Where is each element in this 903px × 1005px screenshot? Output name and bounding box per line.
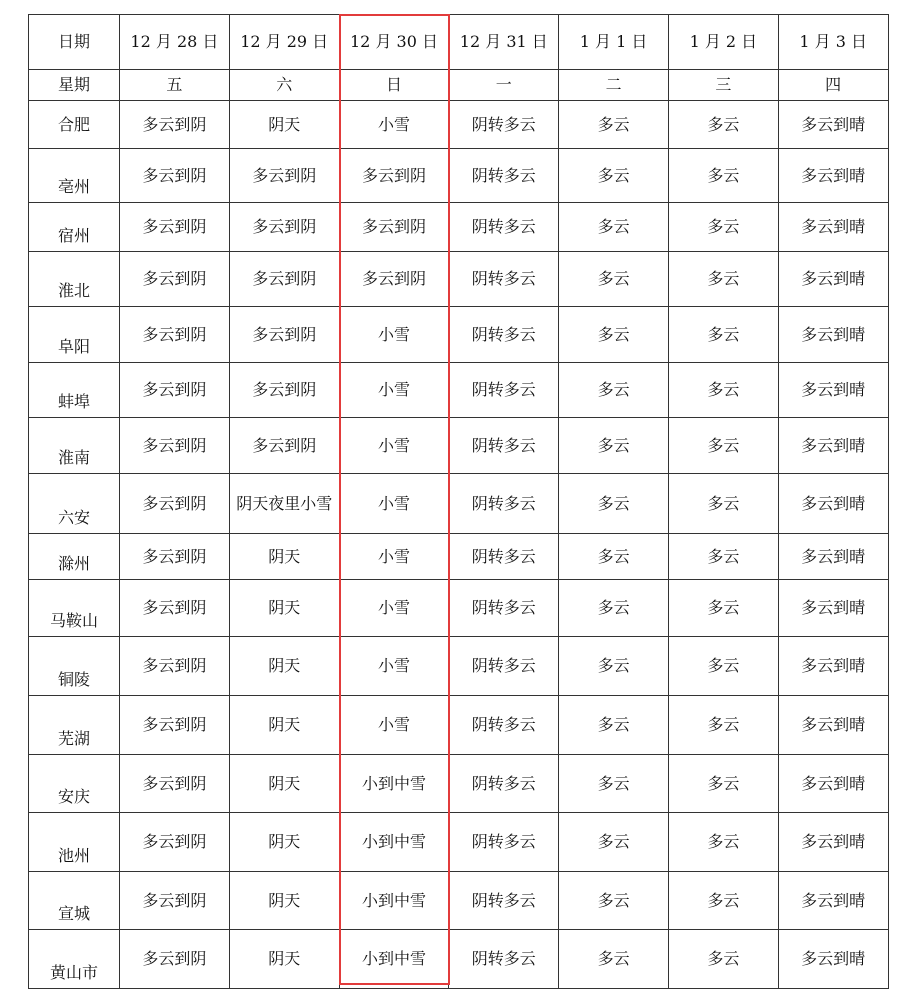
forecast-cell: 多云 xyxy=(559,149,669,203)
forecast-cell: 阴转多云 xyxy=(449,149,559,203)
forecast-cell: 阴天 xyxy=(229,101,339,149)
date-cell: 12 月 29 日 xyxy=(229,15,339,70)
forecast-cell: 小雪 xyxy=(339,307,449,363)
forecast-cell: 多云 xyxy=(668,149,778,203)
forecast-cell: 阴转多云 xyxy=(449,872,559,930)
forecast-cell: 多云 xyxy=(559,203,669,252)
forecast-cell: 阴天 xyxy=(229,813,339,872)
weekday-cell: 日 xyxy=(339,70,449,101)
city-name-cell: 六安 xyxy=(29,474,120,534)
weekday-cell: 四 xyxy=(778,70,888,101)
forecast-cell: 小雪 xyxy=(339,637,449,696)
city-name-cell: 宣城 xyxy=(29,872,120,930)
forecast-cell: 小雪 xyxy=(339,534,449,580)
forecast-cell: 多云到晴 xyxy=(778,813,888,872)
forecast-cell: 多云到晴 xyxy=(778,252,888,307)
weekday-header-row xyxy=(29,70,889,101)
forecast-cell: 多云到阴 xyxy=(339,252,449,307)
forecast-cell: 多云到晴 xyxy=(778,307,888,363)
forecast-cell: 多云 xyxy=(668,101,778,149)
city-row xyxy=(29,930,889,989)
forecast-cell: 小雪 xyxy=(339,363,449,418)
forecast-cell: 阴转多云 xyxy=(449,252,559,307)
forecast-cell: 多云到阴 xyxy=(120,930,230,989)
city-row xyxy=(29,534,889,580)
forecast-cell: 多云 xyxy=(559,252,669,307)
forecast-cell: 小雪 xyxy=(339,696,449,755)
forecast-cell: 阴转多云 xyxy=(449,813,559,872)
forecast-cell: 阴天夜里小雪 xyxy=(229,474,339,534)
forecast-cell: 多云 xyxy=(668,637,778,696)
forecast-cell: 小雪 xyxy=(339,101,449,149)
city-row xyxy=(29,474,889,534)
city-row xyxy=(29,696,889,755)
city-row xyxy=(29,755,889,813)
forecast-cell: 阴天 xyxy=(229,755,339,813)
forecast-cell: 多云 xyxy=(668,252,778,307)
forecast-cell: 阴转多云 xyxy=(449,363,559,418)
forecast-cell: 多云到晴 xyxy=(778,580,888,637)
city-name-cell: 铜陵 xyxy=(29,637,120,696)
date-cell: 12 月 30 日 xyxy=(339,15,449,70)
city-row xyxy=(29,307,889,363)
forecast-cell: 阴天 xyxy=(229,872,339,930)
city-name-cell: 合肥 xyxy=(29,101,120,149)
forecast-cell: 多云 xyxy=(668,534,778,580)
forecast-cell: 阴转多云 xyxy=(449,418,559,474)
forecast-cell: 多云到晴 xyxy=(778,418,888,474)
weekday-cell: 二 xyxy=(559,70,669,101)
forecast-cell: 多云到阴 xyxy=(339,149,449,203)
forecast-cell: 阴天 xyxy=(229,534,339,580)
weekday-label-cell: 星期 xyxy=(29,70,120,101)
forecast-cell: 多云 xyxy=(559,813,669,872)
forecast-cell: 多云到阴 xyxy=(339,203,449,252)
forecast-cell: 阴转多云 xyxy=(449,930,559,989)
city-name-cell: 黄山市 xyxy=(29,930,120,989)
forecast-cell: 多云 xyxy=(668,307,778,363)
city-row xyxy=(29,252,889,307)
forecast-cell: 多云到阴 xyxy=(120,580,230,637)
city-name-cell: 池州 xyxy=(29,813,120,872)
forecast-cell: 阴天 xyxy=(229,580,339,637)
forecast-cell: 多云到阴 xyxy=(120,252,230,307)
forecast-cell: 多云 xyxy=(668,474,778,534)
weekday-cell: 六 xyxy=(229,70,339,101)
forecast-cell: 小雪 xyxy=(339,418,449,474)
forecast-cell: 阴转多云 xyxy=(449,474,559,534)
forecast-cell: 多云到阴 xyxy=(229,307,339,363)
forecast-cell: 多云到阴 xyxy=(120,307,230,363)
forecast-cell: 多云到阴 xyxy=(229,149,339,203)
forecast-cell: 多云 xyxy=(559,580,669,637)
forecast-cell: 多云到晴 xyxy=(778,363,888,418)
forecast-cell: 多云到晴 xyxy=(778,930,888,989)
forecast-cell: 多云到阴 xyxy=(229,363,339,418)
date-cell: 12 月 28 日 xyxy=(120,15,230,70)
city-row xyxy=(29,203,889,252)
forecast-cell: 多云到阴 xyxy=(120,872,230,930)
forecast-cell: 多云到晴 xyxy=(778,203,888,252)
city-name-cell: 安庆 xyxy=(29,755,120,813)
forecast-cell: 多云 xyxy=(668,930,778,989)
forecast-cell: 多云 xyxy=(559,307,669,363)
forecast-cell: 阴转多云 xyxy=(449,696,559,755)
forecast-cell: 多云 xyxy=(668,203,778,252)
forecast-cell: 多云到阴 xyxy=(120,418,230,474)
forecast-cell: 小雪 xyxy=(339,474,449,534)
date-cell: 1 月 1 日 xyxy=(559,15,669,70)
forecast-cell: 小到中雪 xyxy=(339,872,449,930)
forecast-cell: 阴转多云 xyxy=(449,101,559,149)
city-row xyxy=(29,363,889,418)
forecast-cell: 多云 xyxy=(559,474,669,534)
forecast-cell: 多云到晴 xyxy=(778,637,888,696)
forecast-cell: 阴转多云 xyxy=(449,203,559,252)
forecast-cell: 多云到阴 xyxy=(229,418,339,474)
city-row xyxy=(29,813,889,872)
forecast-cell: 多云到阴 xyxy=(120,149,230,203)
date-cell: 1 月 2 日 xyxy=(668,15,778,70)
forecast-cell: 阴转多云 xyxy=(449,307,559,363)
forecast-cell: 阴转多云 xyxy=(449,534,559,580)
city-name-cell: 芜湖 xyxy=(29,696,120,755)
forecast-cell: 多云到晴 xyxy=(778,101,888,149)
forecast-cell: 多云到晴 xyxy=(778,755,888,813)
forecast-cell: 多云 xyxy=(559,363,669,418)
forecast-cell: 多云到晴 xyxy=(778,534,888,580)
city-name-cell: 蚌埠 xyxy=(29,363,120,418)
forecast-cell: 小雪 xyxy=(339,580,449,637)
city-name-cell: 阜阳 xyxy=(29,307,120,363)
forecast-cell: 多云到阴 xyxy=(120,203,230,252)
weekday-cell: 一 xyxy=(449,70,559,101)
forecast-cell: 多云到阴 xyxy=(120,474,230,534)
forecast-cell: 多云 xyxy=(559,930,669,989)
forecast-cell: 多云 xyxy=(559,696,669,755)
forecast-cell: 多云到阴 xyxy=(229,203,339,252)
forecast-cell: 小到中雪 xyxy=(339,755,449,813)
forecast-cell: 多云到晴 xyxy=(778,872,888,930)
city-name-cell: 滁州 xyxy=(29,534,120,580)
forecast-cell: 多云到晴 xyxy=(778,474,888,534)
city-row xyxy=(29,637,889,696)
forecast-cell: 多云 xyxy=(559,637,669,696)
forecast-cell: 多云到阴 xyxy=(120,363,230,418)
forecast-cell: 多云到阴 xyxy=(120,755,230,813)
forecast-cell: 阴天 xyxy=(229,696,339,755)
date-label-cell: 日期 xyxy=(29,15,120,70)
forecast-cell: 阴天 xyxy=(229,930,339,989)
forecast-cell: 小到中雪 xyxy=(339,813,449,872)
forecast-cell: 多云 xyxy=(668,580,778,637)
city-name-cell: 宿州 xyxy=(29,203,120,252)
forecast-cell: 多云到阴 xyxy=(120,813,230,872)
date-cell: 1 月 3 日 xyxy=(778,15,888,70)
forecast-cell: 多云到阴 xyxy=(120,637,230,696)
forecast-cell: 多云 xyxy=(559,872,669,930)
forecast-cell: 多云到阴 xyxy=(229,252,339,307)
forecast-cell: 多云 xyxy=(668,363,778,418)
forecast-cell: 多云 xyxy=(559,101,669,149)
weekday-cell: 五 xyxy=(120,70,230,101)
forecast-cell: 阴转多云 xyxy=(449,580,559,637)
city-name-cell: 淮南 xyxy=(29,418,120,474)
forecast-cell: 多云 xyxy=(559,534,669,580)
forecast-cell: 阴转多云 xyxy=(449,637,559,696)
forecast-cell: 小到中雪 xyxy=(339,930,449,989)
forecast-cell: 多云到晴 xyxy=(778,149,888,203)
date-cell: 12 月 31 日 xyxy=(449,15,559,70)
city-row xyxy=(29,418,889,474)
forecast-cell: 多云 xyxy=(668,696,778,755)
forecast-cell: 多云 xyxy=(559,755,669,813)
city-name-cell: 马鞍山 xyxy=(29,580,120,637)
forecast-cell: 阴转多云 xyxy=(449,755,559,813)
city-row xyxy=(29,872,889,930)
city-row xyxy=(29,101,889,149)
city-row xyxy=(29,580,889,637)
forecast-cell: 多云 xyxy=(668,755,778,813)
forecast-cell: 多云到晴 xyxy=(778,696,888,755)
forecast-table-body xyxy=(29,15,889,989)
forecast-cell: 多云 xyxy=(668,872,778,930)
forecast-cell: 多云到阴 xyxy=(120,534,230,580)
date-header-row xyxy=(29,15,889,70)
weather-forecast-table xyxy=(28,14,889,989)
forecast-cell: 多云 xyxy=(668,813,778,872)
forecast-cell: 多云 xyxy=(559,418,669,474)
city-name-cell: 亳州 xyxy=(29,149,120,203)
forecast-cell: 阴天 xyxy=(229,637,339,696)
weekday-cell: 三 xyxy=(668,70,778,101)
city-name-cell: 淮北 xyxy=(29,252,120,307)
forecast-cell: 多云 xyxy=(668,418,778,474)
city-row xyxy=(29,149,889,203)
forecast-cell: 多云到阴 xyxy=(120,101,230,149)
forecast-cell: 多云到阴 xyxy=(120,696,230,755)
